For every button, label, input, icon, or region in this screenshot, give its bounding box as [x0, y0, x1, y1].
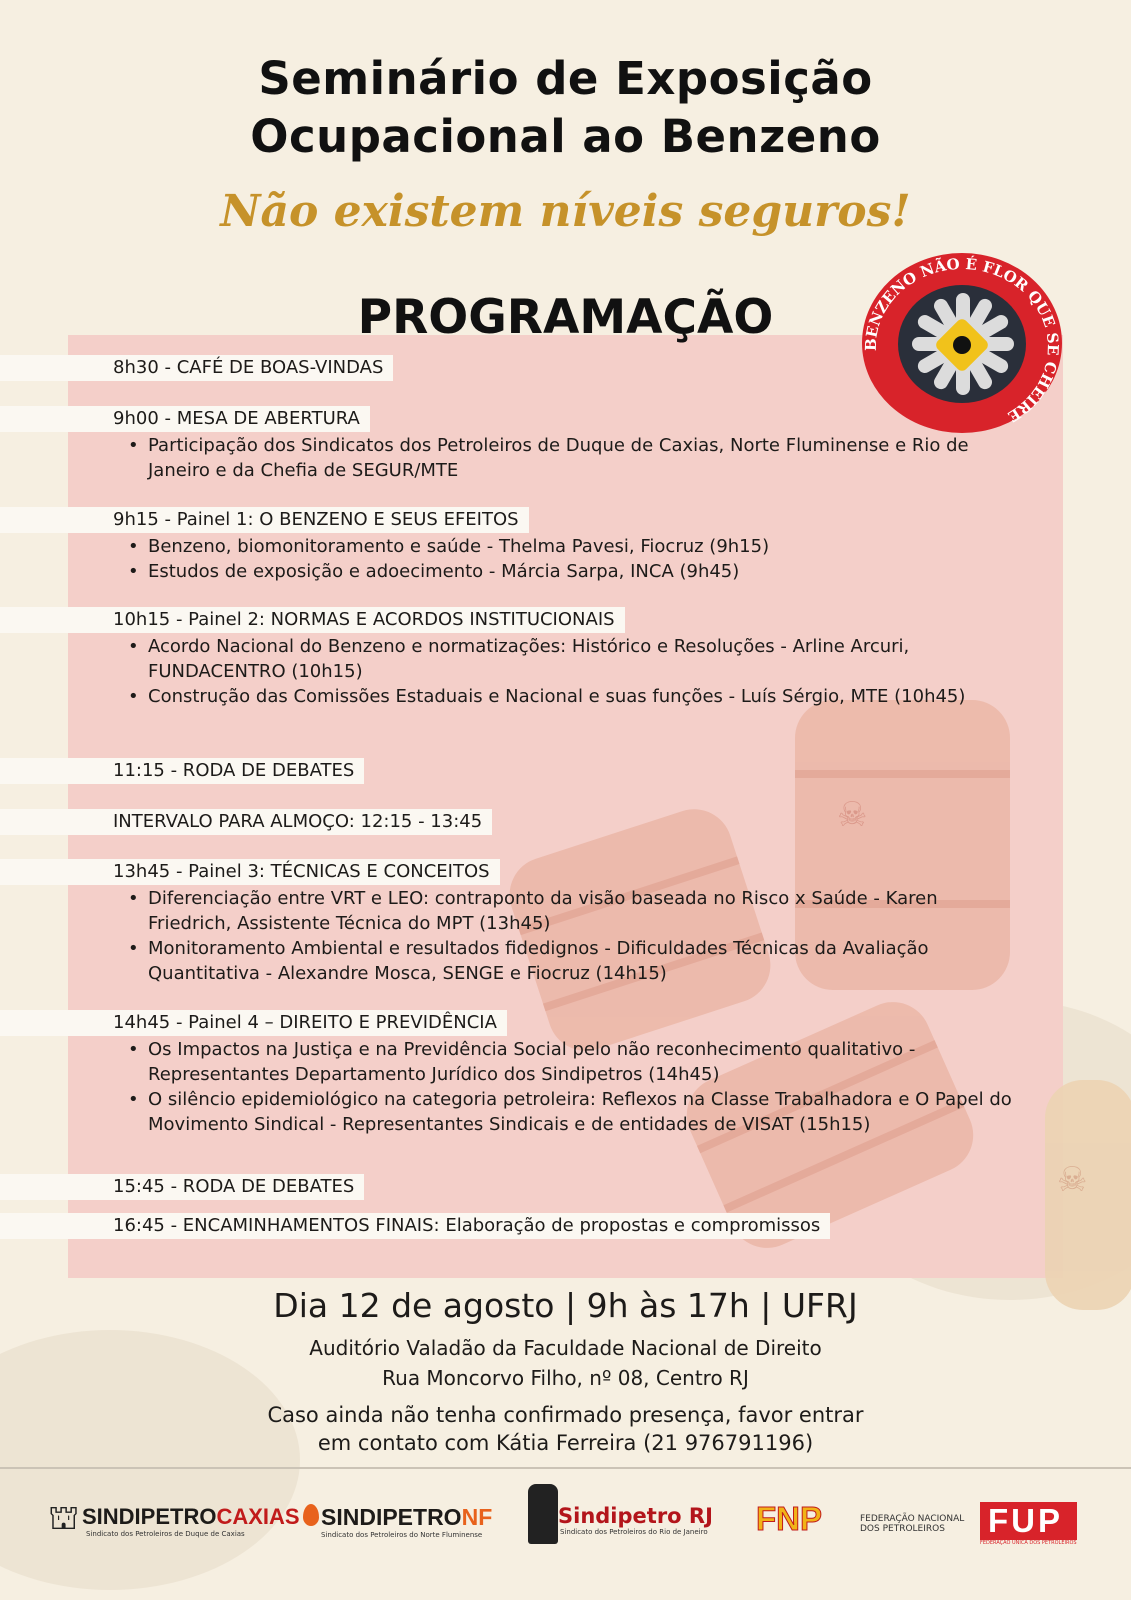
badge-ring-text [862, 253, 1062, 433]
schedule-items [126, 1037, 1026, 1137]
schedule-label: 13h45 - Painel 3: TÉCNICAS E CONCEITOS [0, 859, 500, 885]
schedule-label: 9h15 - Painel 1: O BENZENO E SEUS EFEITOS [0, 507, 529, 533]
benzene-flower-badge [862, 253, 1062, 433]
title-line-1: Seminário de Exposição [258, 52, 873, 105]
logo-caxias-prefix: SINDIPETRO [82, 1504, 217, 1529]
schedule-label: INTERVALO PARA ALMOÇO: 12:15 - 13:45 [0, 809, 492, 835]
list-item: • Estudos de exposição e adoecimento - Márcia Sarpa, INCA (9h45) [126, 559, 1026, 584]
barrel-decoration [1045, 1080, 1131, 1310]
schedule-label: 16:45 - ENCAMINHAMENTOS FINAIS: Elaboração de propostas e compromissos [0, 1213, 830, 1239]
logo-fnp-caption [860, 1514, 964, 1534]
logo-nf-sub: Sindicato dos Petroleiros do Norte Fluminense [321, 1531, 483, 1539]
schedule-items [126, 534, 1026, 584]
schedule-label: 14h45 - Painel 4 – DIREITO E PREVIDÊNCIA [0, 1010, 507, 1036]
event-title [0, 50, 1131, 166]
event-date: Dia 12 de agosto | 9h às 17h | UFRJ [273, 1286, 858, 1325]
logo-fnp-sub-2: DOS PETROLEIROS [860, 1524, 945, 1534]
flame-icon [303, 1504, 319, 1526]
tagline: Não existem níveis seguros! [220, 186, 911, 237]
logo-fnp [756, 1500, 822, 1538]
badge-text: BENZENO NÃO É FLOR QUE SE CHEIRE [862, 254, 1062, 426]
barrel-band [795, 770, 1010, 778]
logo-nf-suffix: NF [461, 1504, 493, 1530]
logo-fnp-name: FNP [756, 1500, 822, 1537]
program-heading: PROGRAMAÇÃO [357, 290, 774, 345]
logo-sindipetro-nf [303, 1504, 492, 1539]
schedule-items [126, 886, 1026, 986]
skull-icon: ☠ [837, 795, 868, 835]
svg-text:BENZENO NÃO É FLOR QUE SE CHEI [862, 255, 1062, 426]
logo-caxias-sub: Sindicato dos Petroleiros de Duque de Caxias [86, 1530, 245, 1538]
logo-rj-sub: Sindicato dos Petroleiros do Rio de Janeiro [560, 1528, 708, 1536]
list-item: • Benzeno, biomonitoramento e saúde - Thelma Pavesi, Fiocruz (9h15) [126, 534, 1026, 559]
logo-fnp-sub-1: FEDERAÇÃO NACIONAL [860, 1514, 965, 1524]
logo-caxias-suffix: CAXIAS [216, 1504, 300, 1529]
logo-sindipetro-caxias [48, 1498, 300, 1538]
list-item: • Participação dos Sindicatos dos Petroleiros de Duque de Caxias, Norte Fluminense e Rio de Janeiro e da Chefia de SEGUR/MTE [126, 433, 1026, 483]
logo-fup [980, 1502, 1077, 1546]
list-item: • Monitoramento Ambiental e resultados fidedignos - Dificuldades Técnicas da Avaliação Quantitativa - Alexandre Mosca, SENGE e Fiocruz (14h15) [126, 936, 1026, 986]
venue: Auditório Valadão da Faculdade Nacional de Direito [309, 1336, 822, 1360]
logo-rj-name: Sindipetro RJ [558, 1504, 713, 1528]
schedule-label: 10h15 - Painel 2: NORMAS E ACORDOS INSTITUCIONAIS [0, 607, 625, 633]
schedule-items [126, 634, 1026, 709]
list-item: • O silêncio epidemiológico na categoria petroleira: Reflexos na Classe Trabalhadora e O Papel do Movimento Sindical - Representantes Sindicais e de entidades de VISAT (15h15) [126, 1087, 1026, 1137]
title-line-2: Ocupacional ao Benzeno [250, 110, 881, 163]
oil-derrick-icon: ⛫ [48, 1498, 80, 1538]
skull-icon: ☠ [1057, 1160, 1088, 1200]
contact-line-2: em contato com Kátia Ferreira (21 976791196) [317, 1431, 814, 1455]
schedule-label: 11:15 - RODA DE DEBATES [0, 758, 364, 784]
raised-fist-icon [528, 1484, 558, 1544]
list-item: • Os Impactos na Justiça e na Previdência Social pelo não reconhecimento qualitativo - Representantes Departamento Jurídico dos Sindipetros (14h45) [126, 1037, 1026, 1087]
logo-fup-sub: FEDERAÇÃO ÚNICA DOS PETROLEIROS [980, 1540, 1077, 1546]
list-item: • Diferenciação entre VRT e LEO: contraponto da visão baseada no Risco x Saúde - Karen Friedrich, Assistente Técnica do MPT (13h45) [126, 886, 1026, 936]
list-item: • Acordo Nacional do Benzeno e normatizações: Histórico e Resoluções - Arline Arcuri, FUNDACENTRO (10h15) [126, 634, 1026, 684]
schedule-label: 15:45 - RODA DE DEBATES [0, 1174, 364, 1200]
contact-line-1: Caso ainda não tenha confirmado presença, favor entrar [267, 1403, 864, 1427]
list-item: • Construção das Comissões Estaduais e Nacional e suas funções - Luís Sérgio, MTE (10h45) [126, 684, 1026, 709]
logo-fup-name: FUP [980, 1502, 1077, 1540]
logo-nf-prefix: SINDIPETRO [321, 1504, 462, 1530]
sponsor-logos [0, 1478, 1131, 1598]
schedule-items [126, 433, 1026, 483]
footer-divider [0, 1467, 1131, 1469]
logo-sindipetro-rj [528, 1484, 713, 1536]
schedule-label: 8h30 - CAFÉ DE BOAS-VINDAS [0, 355, 393, 381]
address: Rua Moncorvo Filho, nº 08, Centro RJ [382, 1366, 749, 1390]
schedule-label: 9h00 - MESA DE ABERTURA [0, 406, 370, 432]
